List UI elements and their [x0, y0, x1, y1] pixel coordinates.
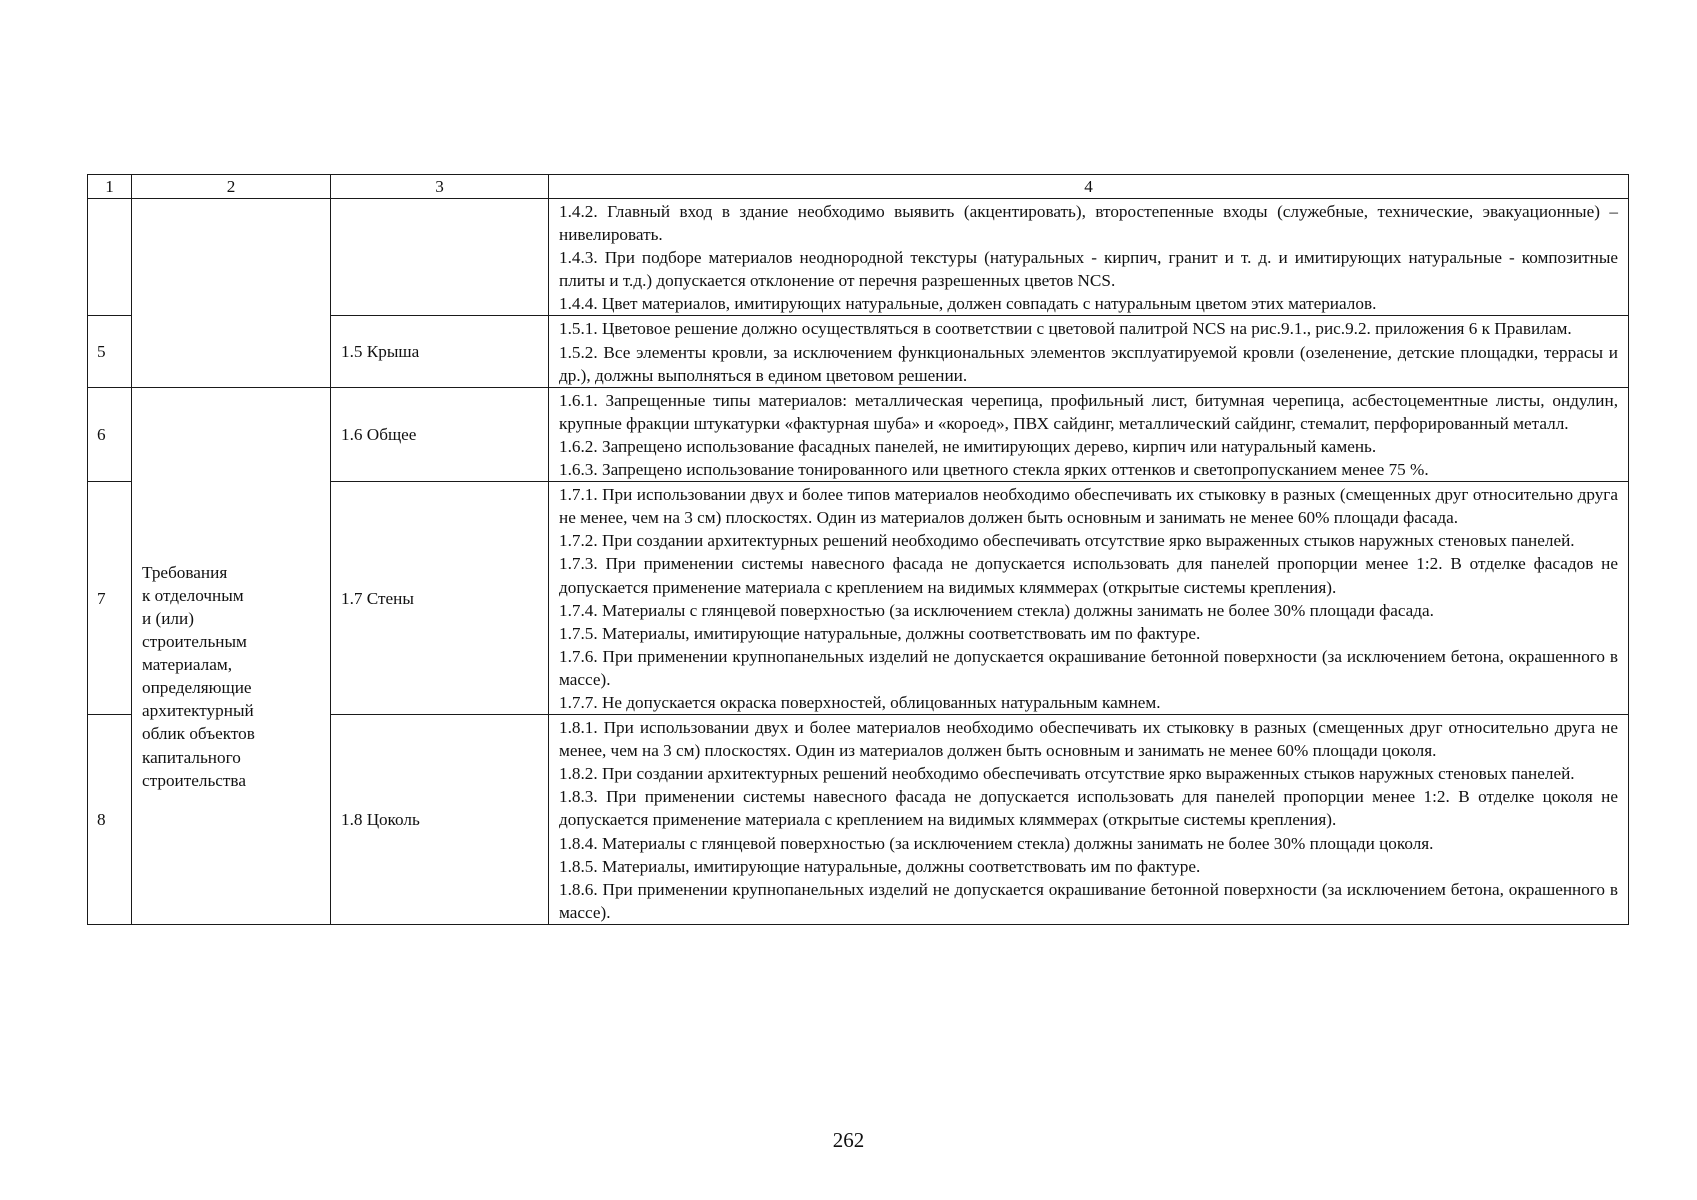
requirement-paragraph: 1.8.4. Материалы с глянцевой поверхностью (за исключением стекла) должны занимать не более 30% площади цоколя.: [559, 833, 1434, 853]
row-element: 1.7 Стены: [331, 482, 549, 715]
requirement-paragraph: 1.6.1. Запрещенные типы материалов: металлическая черепица, профильный лист, битумная черепица, асбестоцементные листы, ондулин, крупные фракции штукатурки «фактурная шуба» и «короед», ПВХ сайдинг, металлический сайдинг, стемалит, перфорированный металл.: [559, 390, 1618, 433]
requirements-group-label: [132, 387, 331, 924]
empty-group-cell: [132, 199, 331, 388]
requirement-paragraph: 1.8.1. При использовании двух и более материалов необходимо обеспечивать их стыковку в разных (смещенных друг относительно друга не менее, чем на 3 см) плоскостях. Один из материалов должен быть основным и занимать не менее 60% площади цоколя.: [559, 718, 1618, 761]
table-row: [88, 199, 1629, 316]
requirement-paragraph: 1.4.4. Цвет материалов, имитирующих натуральные, должен совпадать с натуральным цветом этих материалов.: [559, 294, 1377, 314]
requirement-paragraph: 1.6.3. Запрещено использование тонированного или цветного стекла ярких оттенков и светопропусканием менее 75 %.: [559, 460, 1429, 480]
row-number: 7: [88, 482, 132, 715]
requirement-paragraph: 1.5.2. Все элементы кровли, за исключением функциональных элементов эксплуатируемой кровли (озеленение, детские площадки, террасы и др.), должны выполняться в едином цветовом решении.: [559, 342, 1618, 385]
row-number: 6: [88, 387, 132, 481]
requirement-paragraph: 1.7.1. При использовании двух и более типов материалов необходимо обеспечивать их стыковку в разных (смещенных друг относительно друга не менее, чем на 3 см) плоскостях. Один из материалов должен быть основным и занимать не менее 60% площади фасада.: [559, 485, 1618, 528]
requirement-paragraph: 1.4.3. При подборе материалов неоднородной текстуры (натуральных - кирпич, гранит и т. д. и имитирующих натуральные - композитные плиты и т.д.) допускается отклонение от перечня разрешенных цветов NCS.: [559, 248, 1618, 291]
table-header-row: [88, 175, 1629, 199]
requirement-paragraph: 1.8.6. При применении крупнопанельных изделий не допускается окрашивание бетонной поверхности (за исключением бетона, окрашенного в массе).: [559, 879, 1618, 922]
row-requirements: [549, 482, 1629, 715]
group-label-text: Требования к отделочным и (или) строительным материалам, определяющие архитектурный облик объектов капитального строительства: [142, 562, 255, 790]
row-requirements: [549, 387, 1629, 481]
row-number: 8: [88, 715, 132, 925]
requirement-paragraph: 1.7.7. Не допускается окраска поверхностей, облицованных натуральным камнем.: [559, 692, 1161, 712]
requirement-paragraph: 1.6.2. Запрещено использование фасадных панелей, не имитирующих дерево, кирпич или натуральный камень.: [559, 436, 1377, 456]
row-number: 5: [88, 316, 132, 387]
row-number: [88, 199, 132, 316]
requirement-paragraph: 1.7.2. При создании архитектурных решений необходимо обеспечивать отсутствие ярко выраженных стыков наружных стеновых панелей.: [559, 531, 1575, 551]
requirement-paragraph: 1.8.5. Материалы, имитирующие натуральные, должны соответствовать им по фактуре.: [559, 856, 1201, 876]
row-element: [331, 199, 549, 316]
requirement-paragraph: 1.7.6. При применении крупнопанельных изделий не допускается окрашивание бетонной поверхности (за исключением бетона, окрашенного в массе).: [559, 646, 1618, 689]
header-col-1: 1: [88, 175, 132, 199]
row-requirements: [549, 316, 1629, 387]
requirement-paragraph: 1.8.2. При создании архитектурных решений необходимо обеспечивать отсутствие ярко выраженных стыков наружных стеновых панелей.: [559, 764, 1575, 784]
requirements-table: [87, 174, 1629, 925]
header-col-3: 3: [331, 175, 549, 199]
row-requirements: [549, 199, 1629, 316]
row-element: 1.5 Крыша: [331, 316, 549, 387]
row-element: 1.6 Общее: [331, 387, 549, 481]
header-col-2: 2: [132, 175, 331, 199]
requirement-paragraph: 1.4.2. Главный вход в здание необходимо выявить (акцентировать), второстепенные входы (служебные, технические, эвакуационные) – нивелировать.: [559, 202, 1618, 245]
requirement-paragraph: 1.7.4. Материалы с глянцевой поверхностью (за исключением стекла) должны занимать не более 30% площади фасада.: [559, 600, 1434, 620]
page-number: 262: [832, 1128, 865, 1152]
requirement-paragraph: 1.7.5. Материалы, имитирующие натуральные, должны соответствовать им по фактуре.: [559, 623, 1201, 643]
table-row: [88, 387, 1629, 481]
requirement-paragraph: 1.5.1. Цветовое решение должно осуществляться в соответствии с цветовой палитрой NCS на рис.9.1., рис.9.2. приложения 6 к Правилам.: [559, 319, 1572, 339]
row-element: 1.8 Цоколь: [331, 715, 549, 925]
row-requirements: [549, 715, 1629, 925]
requirement-paragraph: 1.7.3. При применении системы навесного фасада не допускается использовать для панелей пропорции менее 1:2. В отделке фасадов не допускается применение материала с креплением на видимых кляммерах (открытые системы крепления).: [559, 554, 1618, 597]
header-col-4: 4: [549, 175, 1629, 199]
requirement-paragraph: 1.8.3. При применении системы навесного фасада не допускается использовать для панелей пропорции менее 1:2. В отделке цоколя не допускается применение материала с креплением на видимых кляммерах (открытые системы крепления).: [559, 787, 1618, 830]
